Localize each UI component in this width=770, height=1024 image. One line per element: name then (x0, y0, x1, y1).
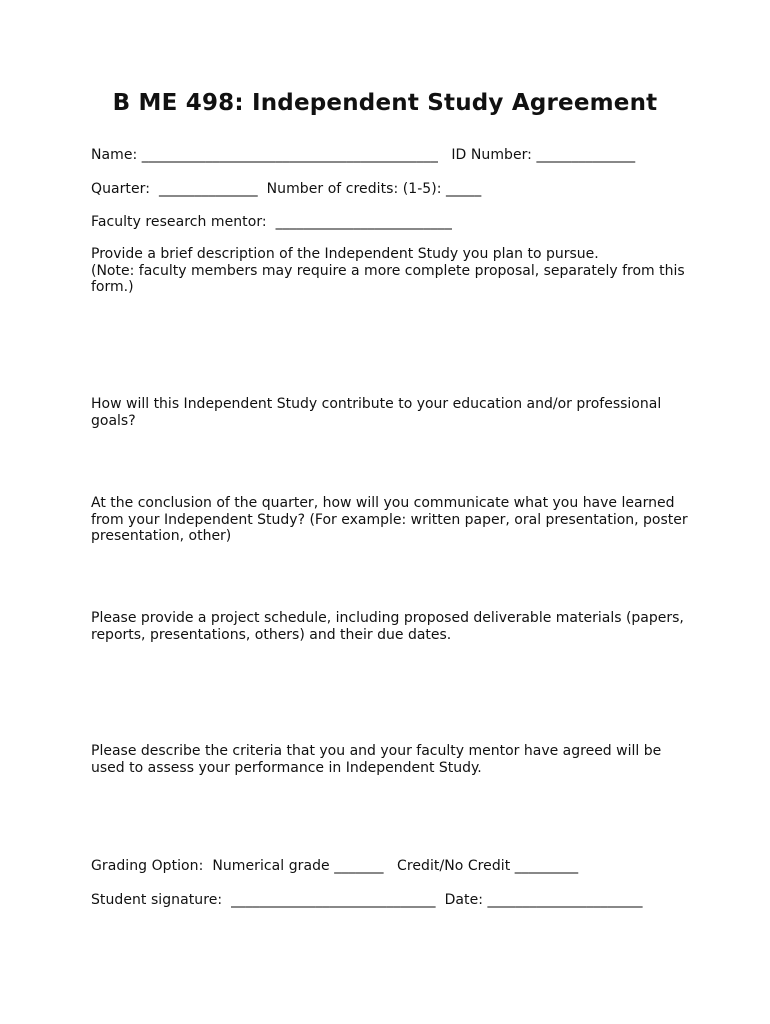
contribution-question: How will this Independent Study contribute to your education and/or professional goals? (91, 396, 662, 429)
schedule-question: Please provide a project schedule, including proposed deliverable materials (papers, reports, presentations, others) and their due dates. (91, 610, 684, 643)
mentor-field-line[interactable]: Faculty research mentor: _________________________ (91, 214, 452, 230)
criteria-question: Please describe the criteria that you and your faculty mentor have agreed will be used to assess your performance in Independent Study. (91, 743, 662, 776)
communication-question: At the conclusion of the quarter, how will you communicate what you have learned from your Independent Study? (For example: written paper, oral presentation, poster presentation, other) (91, 495, 688, 544)
signature-date-line[interactable]: Student signature: _____________________________ Date: ______________________ (91, 892, 643, 908)
description-question: Provide a brief description of the Independent Study you plan to pursue. (Note: faculty members may require a more complete proposal, separately from this form.) (91, 246, 685, 295)
quarter-credits-field-line[interactable]: Quarter: ______________ Number of credits: (1-5): _____ (91, 181, 482, 197)
grading-option-line[interactable]: Grading Option: Numerical grade _______ Credit/No Credit _________ (91, 858, 579, 874)
form-title: B ME 498: Independent Study Agreement (112, 90, 658, 116)
name-id-field-line[interactable]: Name: __________________________________________ ID Number: ______________ (91, 147, 636, 163)
